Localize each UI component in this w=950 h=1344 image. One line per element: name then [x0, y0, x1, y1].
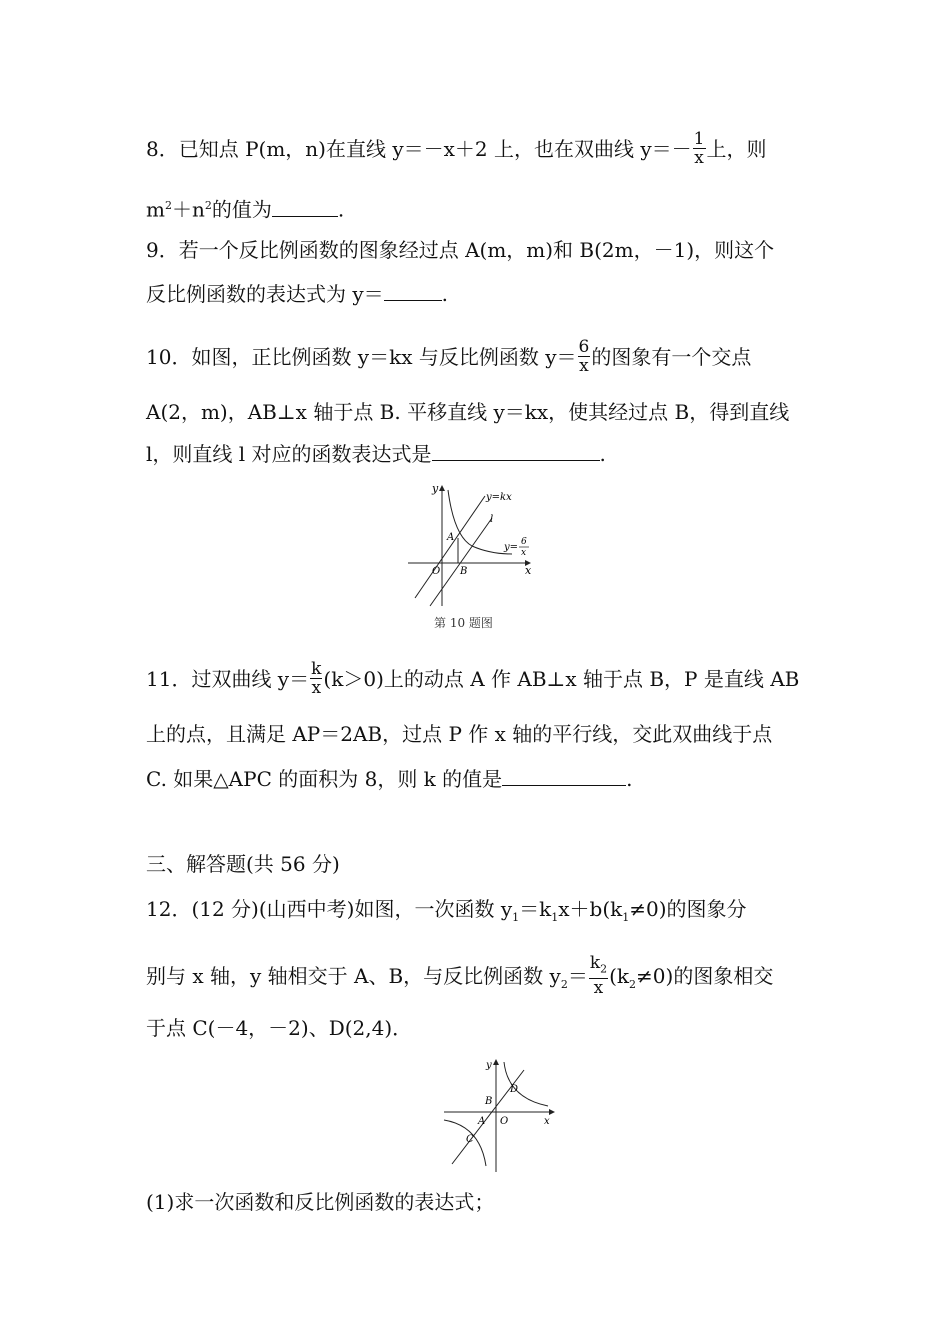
q12-text-e: 别与 x 轴，y 轴相交于 A、B，与反比例函数 y [146, 964, 561, 989]
q11-text-a: 11．过双曲线 y＝ [146, 667, 310, 691]
q12-sub1: 1 [512, 911, 520, 924]
q12-sub3: 1 [622, 911, 630, 924]
q11-text-c: C. 如果△APC 的面积为 8，则 k 的值是 [146, 767, 503, 791]
q12-label-D: D [510, 1084, 519, 1095]
q10-label-curve-pre: y= [504, 542, 519, 553]
q12-line2 [146, 953, 774, 999]
q9-text: 反比例函数的表达式为 y＝ [146, 282, 384, 306]
q10-line3 [146, 442, 606, 466]
q8-period: . [337, 197, 345, 222]
q12-text-f: (k [609, 964, 630, 989]
q12-label-A: A [478, 1116, 486, 1127]
q10-fraction [578, 338, 591, 375]
q8-value-text: 的值为 [211, 197, 272, 222]
q12-label-O: O [500, 1116, 509, 1127]
q10-label-O: O [432, 566, 441, 577]
q11-fraction [310, 660, 322, 697]
section3-title: 三、解答题(共 56 分) [146, 852, 340, 876]
q8-text-a: 8．已知点 P(m，n)在直线 y＝－x＋2 上，也在双曲线 y＝－ [146, 137, 692, 161]
q12-sub5: 2 [629, 978, 637, 992]
q12-text-b: ＝k [519, 897, 552, 921]
q12-text-a: 12．(12 分)(山西中考)如图，一次函数 y [146, 897, 513, 921]
q11-frac-den: x [311, 678, 322, 698]
q12-label-y: y [486, 1060, 492, 1071]
q8-sup2: 2 [204, 199, 212, 212]
q10-figure [400, 478, 540, 608]
q10-line1 [146, 337, 752, 377]
q10-label-B: B [460, 566, 468, 577]
q12-line1 [146, 897, 747, 930]
q8-answer-blank[interactable] [272, 198, 338, 217]
q12-figure [440, 1054, 560, 1174]
q8-frac-num: 1 [693, 129, 705, 149]
q12-frac-num-wrap [589, 954, 608, 979]
q11-line2: 上的点，且满足 AP＝2AB，过点 P 作 x 轴的平行线，交此双曲线于点 [146, 722, 773, 746]
q10-answer-blank[interactable] [432, 442, 600, 461]
q10-frac-den: x [579, 356, 589, 376]
q8-sup1: 2 [164, 199, 172, 212]
q10-label-x: x [525, 564, 532, 577]
q12-label-B: B [485, 1096, 493, 1107]
q12-sub-question-1: (1)求一次函数和反比例函数的表达式； [146, 1190, 495, 1214]
q11-line1 [146, 659, 800, 699]
q11-line3 [146, 767, 633, 791]
q10-label-l: l [490, 514, 494, 525]
q12-sub2: 1 [551, 911, 559, 924]
q9-answer-blank[interactable] [384, 282, 442, 301]
q9-line1: 9．若一个反比例函数的图象经过点 A(m，m)和 B(2m，－1)，则这个 [146, 238, 775, 262]
q10-label-curve-num: 6 [521, 537, 527, 547]
q12-frac-num: k [589, 953, 601, 973]
q10-line2: A(2，m)，AB⊥x 轴于点 B. 平移直线 y＝kx，使其经过点 B，得到直线 [146, 400, 790, 424]
q8-fraction [693, 130, 706, 167]
q8-m: m [146, 197, 165, 222]
q8-plus-n: ＋n [171, 197, 205, 222]
q11-answer-blank[interactable] [502, 767, 626, 786]
q10-frac-num: 6 [578, 337, 590, 357]
q8-line2 [146, 194, 344, 222]
q12-frac-den: x [593, 978, 604, 999]
q10-label-ykx: y=kx [486, 492, 512, 503]
q10-period: . [599, 442, 606, 466]
q11-frac-num: k [311, 659, 322, 679]
q10-caption: 第 10 题图 [434, 616, 493, 630]
q8-frac-den: x [694, 148, 704, 168]
q10-label-y: y [432, 482, 439, 495]
q10-text-b: 的图象有一个交点 [591, 345, 752, 369]
q12-label-C: C [466, 1134, 474, 1145]
q11-text-b: (k＞0)上的动点 A 作 AB⊥x 轴于点 B，P 是直线 AB [323, 667, 800, 691]
q10-text-a: 10．如图，正比例函数 y＝kx 与反比例函数 y＝ [146, 345, 577, 369]
q9-line2 [146, 282, 448, 306]
q12-eq: ＝ [567, 964, 588, 989]
q9-period: . [441, 282, 449, 306]
q12-label-x: x [544, 1116, 550, 1127]
q12-text-g: ≠0)的图象相交 [636, 964, 774, 989]
q12-text-c: x＋b(k [558, 897, 623, 921]
q10-label-A: A [447, 532, 455, 543]
q8-line1 [146, 129, 767, 169]
q12-line3: 于点 C(－4，－2)、D(2,4)． [146, 1016, 413, 1040]
q10-label-curve-den: x [521, 548, 527, 558]
q12-frac-num-sub: 2 [600, 962, 608, 976]
q12-fraction [589, 954, 608, 997]
q11-period: . [626, 767, 633, 791]
q12-text-d: ≠0)的图象分 [629, 897, 747, 921]
q12-sub4: 2 [560, 978, 568, 992]
q10-text-c: l，则直线 l 对应的函数表达式是 [146, 442, 432, 466]
q8-text-b: 上，则 [706, 137, 767, 161]
